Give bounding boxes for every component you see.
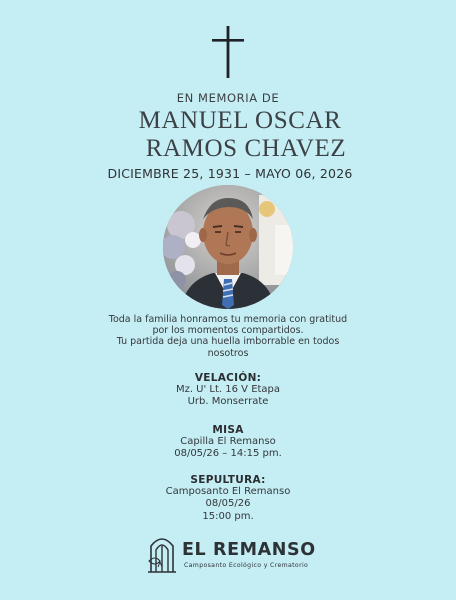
logo-name: EL REMANSO <box>182 540 316 560</box>
sepultura-place: Camposanto El Remanso <box>165 486 291 497</box>
in-memory-label: EN MEMORIA DE <box>176 91 280 105</box>
sepultura-date: 08/05/26 <box>205 498 251 510</box>
misa-section <box>0 424 456 461</box>
sepultura-title: SEPULTURA: <box>190 474 266 486</box>
portrait-photo <box>163 185 293 309</box>
misa-title: MISA <box>212 424 244 436</box>
tribute-line: Tu partida deja una huella imborrable en todos <box>116 336 340 348</box>
velacion-address-line2: Urb. Monserrate <box>187 396 269 408</box>
deceased-name-line2: RAMOS CHAVEZ <box>145 135 347 162</box>
life-dates: DICIEMBRE 25, 1931 – MAYO 06, 2026 <box>107 166 353 181</box>
tribute-message <box>0 314 456 359</box>
velacion-title: VELACIÓN: <box>194 372 262 384</box>
el-remanso-logo-icon <box>147 534 177 574</box>
velacion-section <box>0 372 456 409</box>
cross-icon <box>211 26 245 78</box>
misa-datetime: 08/05/26 – 14:15 pm. <box>174 448 282 460</box>
sepultura-section <box>0 474 456 523</box>
tribute-line: Toda la familia honramos tu memoria con gratitud <box>108 314 348 325</box>
tribute-line: por los momentos compartidos. <box>152 325 304 337</box>
sepultura-time: 15:00 pm. <box>202 510 254 522</box>
misa-place: Capilla El Remanso <box>180 436 276 447</box>
deceased-name-line1: MANUEL OSCAR <box>138 107 342 134</box>
el-remanso-logo <box>147 534 317 578</box>
tribute-line: nosotros <box>207 347 249 359</box>
logo-subtitle: Camposanto Ecológico y Crematorio <box>184 562 309 569</box>
velacion-address-line1: Mz. U' Lt. 16 V Etapa <box>175 384 281 395</box>
